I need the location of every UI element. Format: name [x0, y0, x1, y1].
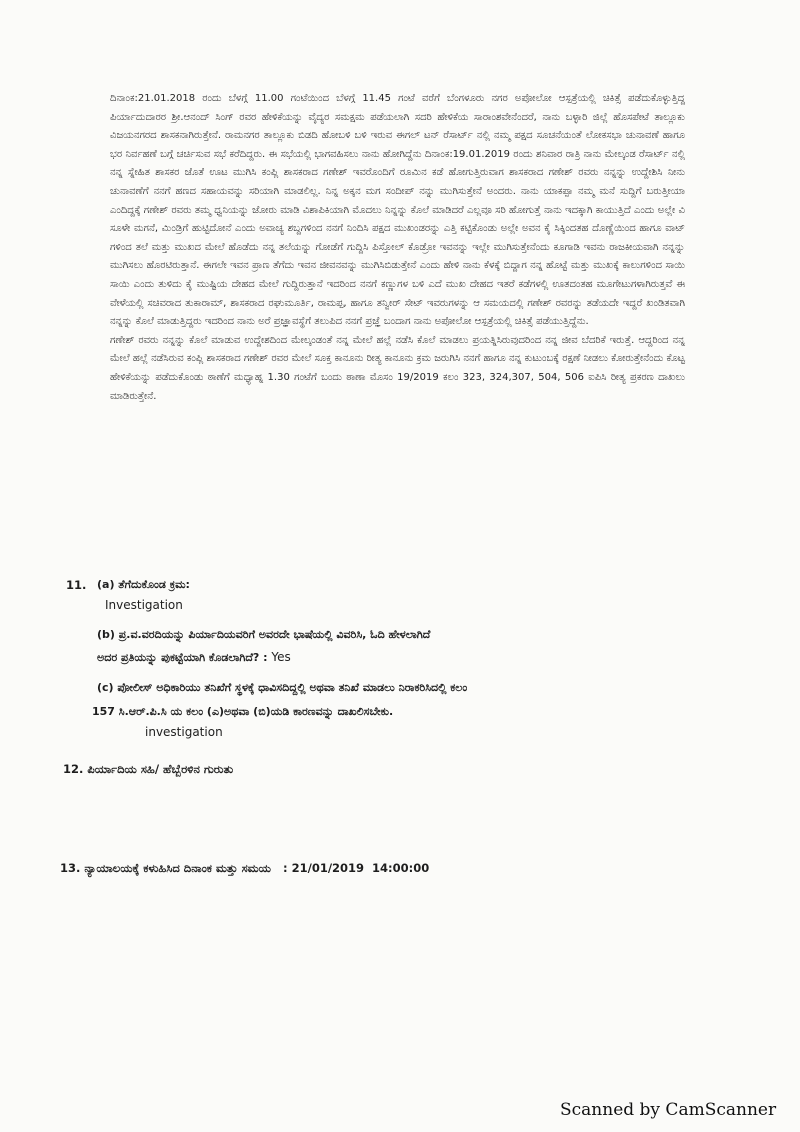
item-11b-label-cont — [97, 650, 291, 665]
item-11c-label-cont: 157 ಸಿ.ಆರ್.ಪಿ.ಸಿ ಯ ಕಲಂ (ಎ)ಅಥವಾ (ಬಿ)ಯಡಿ ಕಾರಣವನ್ನು ದಾಖಲಿಸಬೇಕು. — [92, 705, 394, 718]
item-12-signature-label: 12. ಪಿರ್ಯಾದಿಯ ಸಹಿ/ ಹೆಬ್ಬೆರಳಿನ ಗುರುತು — [63, 762, 234, 776]
item-11b-question: ಅದರ ಪ್ರತಿಯನ್ನು ಪುಕಟ್ಟೆಯಾಗಿ ಕೊಡಲಾಗಿದೆ? : — [97, 651, 268, 664]
item-11-number: 11. — [66, 578, 87, 592]
item-13-label: 13. ನ್ಯಾಯಾಲಯಕ್ಕೆ ಕಳುಹಿಸಿದ ದಿನಾಂಕ ಮತ್ತು ಸಮಯ — [60, 861, 271, 875]
item-11c-label: (c) ಪೋಲೀಸ್ ಅಧಿಕಾರಿಯು ತನಿಖೆಗೆ ಸ್ಥಳಕ್ಕೆ ಧಾವಿಸದಿದ್ದಲ್ಲಿ ಅಥವಾ ತನಿಖೆ ಮಾಡಲು ನಿರಾಕರಿಸಿದಲ್ಲಿ ಕಲಂ — [97, 681, 468, 694]
narrative-paragraph-2: ಗಣೇಶ್ ರವರು ನನ್ನನ್ನು ಕೊಲೆ ಮಾಡುವ ಉದ್ದೇಶದಿಂದ ಮೇಲ್ಕಂಡಂತೆ ನನ್ನ ಮೇಲೆ ಹಲ್ಲೆ ನಡೆಸಿ ಕೊಲೆ ಮಾಡಲು ಪ್ರಯತ್ನಿಸಿರುವುದರಿಂದ ನನ್ನ ಜೀವ ಬೆದರಿಕೆ ಇರುತ್ತೆ. ಆದ್ದರಿಂದ ನನ್ನ ಮೇಲೆ ಹಲ್ಲೆ ನಡೆಸಿರುವ ಕಂಪ್ಲಿ ಶಾಸಕರಾದ ಗಣೇಶ್ ರವರ ಮೇಲೆ ಸೂಕ್ತ ಕಾನೂನು ರೀತ್ಯ ಕಾನೂನು ಕ್ರಮ ಜರುಗಿಸಿ ನನಗೆ ಹಾಗೂ ನನ್ನ ಕುಟುಂಬಕ್ಕೆ ರಕ್ಷಣೆ ನೀಡಲು ಕೋರುತ್ತೇನೆಂದು ಕೊಟ್ಟ ಹೇಳಿಕೆಯನ್ನು ಪಡೆದುಕೊಂಡು ಠಾಣೆಗೆ ಮಧ್ಯಾಹ್ನ 1.30 ಗಂಟೆಗೆ ಬಂದು ಠಾಣಾ ಮೊಸಂ 19/2019 ಕಲಂ 323, 324,307, 504, 506 ಐಪಿಸಿ ರೀತ್ಯ ಪ್ರಕರಣ ದಾಖಲು ಮಾಡಿರುತ್ತೇನೆ. — [110, 334, 685, 402]
item-11a-answer: Investigation — [105, 598, 183, 612]
camscanner-watermark: Scanned by CamScanner — [560, 1100, 777, 1120]
complaint-narrative — [110, 90, 685, 406]
narrative-paragraph-1: ದಿನಾಂಕ:21.01.2018 ರಂದು ಬೆಳಗ್ಗೆ 11.00 ಗಂಟೆಯಿಂದ ಬೆಳಗ್ಗೆ 11.45 ಗಂಟೆ ವರೆಗೆ ಬೆಂಗಳೂರು ನಗರ ಅಪೋಲೋ ಆಸ್ಪತ್ರೆಯಲ್ಲಿ ಚಿಕಿತ್ಸೆ ಪಡೆದುಕೊಳ್ಳುತ್ತಿದ್ದ ಪಿರ್ಯಾದುದಾರರ ಶ್ರೀ.ಆನಂದ್ ಸಿಂಗ್ ರವರ ಹೇಳಿಕೆಯನ್ನು ವೈದ್ಯರ ಸಮಕ್ಷಮ ಪಡೆಯಲಾಗಿ ಸದರಿ ಹೇಳಿಕೆಯ ಸಾರಾಂಶವೇನೆಂದರೆ, ನಾನು ಬಳ್ಳಾರಿ ಜಿಲ್ಲೆ ಹೊಸಪೇಟೆ ತಾಲ್ಲೂಕು ವಿಜಯನಗರದ ಶಾಸಕನಾಗಿರುತ್ತೇನೆ. ರಾಮನಗರ ತಾಲ್ಲೂಕು ಬಿಡದಿ ಹೋಬಳಿ ಬಳಿ ಇರುವ ಈಗಲ್ ಟನ್ ರೆಸಾರ್ಟ್ ನಲ್ಲಿ ನಮ್ಮ ಪಕ್ಷದ ಸೂಚನೆಯಂತೆ ಲೋಕಸಭಾ ಚುನಾವಣೆ ಹಾಗೂ ಭರ ನಿರ್ವಹಣೆ ಬಗ್ಗೆ ಚರ್ಚಿಸುವ ಸಭೆ ಕರೆದಿದ್ದರು. ಈ ಸಭೆಯಲ್ಲಿ ಭಾಗವಹಿಸಲು ನಾನು ಹೋಗಿದ್ದೆನು ದಿನಾಂಕ:19.01.2019 ರಂದು ಶನಿವಾರ ರಾತ್ರಿ ನಾನು ಮೇಲ್ಕಂಡ ರೆಸಾರ್ಟ್ ನಲ್ಲಿ ನನ್ನ ಸ್ನೇಹಿತ ಶಾಸಕರ ಜೊತೆ ಊಟ ಮುಗಿಸಿ ಕಂಪ್ಲಿ ಶಾಸಕರಾದ ಗಣೇಶ್ ಇವರೊಂದಿಗೆ ರೂಮಿನ ಕಡೆ ಹೋಗುತ್ತಿರುವಾಗ ಶಾಸಕರಾದ ಗಣೇಶ್ ರವರು ನನ್ನನ್ನು ಉದ್ದೇಶಿಸಿ ನೀನು ಚುನಾವಣೆಗೆ ನನಗೆ ಹಣದ ಸಹಾಯವನ್ನು ಸರಿಯಾಗಿ ಮಾಡಲಿಲ್ಲ. ನಿನ್ನ ಅಕ್ಕನ ಮಗ ಸಂದೀಪ್ ನನ್ನು ಮುಗಿಸುತ್ತೇನೆ ಅಂದರು. ನಾನು ಯಾಕಪ್ಪಾ ನಮ್ಮ ಮನೆ ಸುದ್ದಿಗೆ ಬರುತ್ತೀಯಾ ಎಂದಿದ್ದಕ್ಕೆ ಗಣೇಶ್ ರವರು ತಮ್ಮ ಧ್ವನಿಯನ್ನು ಜೋರು ಮಾಡಿ ವಿಶಾಪಿಕಿಯಾಗಿ ಮೊದಲು ನಿನ್ನನ್ನು ಕೊಲೆ ಮಾಡಿದರೆ ಎಲ್ಲವೂ ಸರಿ ಹೋಗುತ್ತೆ ನಾನು ಇದಕ್ಕಾಗಿ ಕಾಯುತ್ತಿದೆ ಎಂದು ಅಲ್ಲೇ ವಿ ಸೂಳೇ ಮಗನೆ, ಮಿಂಡ್ರಿಗೆ ಹುಟ್ಟಿದೋನೆ ಎಂದು ಅವಾಚ್ಯ ಶಬ್ದಗಳಿಂದ ನನಗೆ ನಿಂದಿಸಿ ಪಕ್ಷದ ಮುಖಂಡರನ್ನು ಎತ್ತಿ ಕಟ್ಟಿಕೊಂಡು ಅಲ್ಲೇ ಅವನ ಕೈ ಸಿಕ್ಕಿಂದತಹ ದೊಣ್ಣೆಯಿಂದ ಹಾಗೂ ವಾಟ್ ಗಳಿಂದ ತಲೆ ಮತ್ತು ಮುಖದ ಮೇಲೆ ಹೊಡೆದು ನನ್ನ ತಲೆಯನ್ನು ಗೋಡೆಗೆ ಗುದ್ದಿಸಿ ಪಿಸ್ತೋಲ್ ಕೊಡ್ರೋ ಇವನನ್ನು ಇಲ್ಲೇ ಮುಗಿಸುತ್ತೇನೆಂದು ಕೂಗಾಡಿ ಇವನು ರಾಜಕೀಯವಾಗಿ ನನ್ನನ್ನು ಮುಗಿಸಲು ಹೊರಟಿರುತ್ತಾನೆ. ಈಗಲೇ ಇವನ ಪ್ರಾಣ ತೆಗೆದು ಇವನ ಜೀವನವನ್ನು ಮುಗಿಸಿಬಿಡುತ್ತೇನೆ ಎಂದು ಹೇಳಿ ನಾನು ಕೆಳಕ್ಕೆ ಬಿದ್ದಾಗ ನನ್ನ ಹೊಟ್ಟೆ ಮತ್ತು ಮುಖಕ್ಕೆ ಕಾಲುಗಳಿಂದ ಸಾಯಿ ಸಾಯಿ ಎಂದು ತುಳಿದು ಕೈ ಮುಷ್ಟಿಯ ದೇಹದ ಮೇಲೆ ಗುದ್ದಿರುತ್ತಾನೆ ಇದರಿಂದ ನನಗೆ ಕಣ್ಣುಗಳ ಬಳಿ ಎದೆ ಮುಖ ದೇಹದ ಇತರೆ ಕಡೆಗಳಲ್ಲಿ ಊತದಂತಹ ಮೂಗೇಟುಗಳಾಗಿರುತ್ತವೆ ಈ ವೇಳೆಯಲ್ಲಿ ಸಚಿವರಾದ ತುಕಾರಾಮ್, ಶಾಸಕರಾದ ರಘುಮೂರ್ತಿ, ರಾಮಪ್ಪ, ಹಾಗೂ ತನ್ವೀರ್ ಸೇಟ್ ಇವರುಗಳನ್ನು ಆ ಸಮಯದಲ್ಲಿ ಗಣೇಶ್ ರವರನ್ನು ತಡೆಯದೇ ಇದ್ದರೆ ಖಂಡಿತವಾಗಿ ನನ್ನನ್ನು ಕೊಲೆ ಮಾಡುತ್ತಿದ್ದರು ಇದರಿಂದ ನಾನು ಅರೆ ಪ್ರಜ್ಞಾವಸ್ಥೆಗೆ ತಲುಪಿದ ನನಗೆ ಪ್ರಜ್ಞೆ ಬಂದಾಗ ನಾನು ಅಪೋಲೋ ಆಸ್ಪತ್ರೆಯಲ್ಲಿ ಚಿಕಿತ್ಸೆ ಪಡೆಯುತ್ತಿದ್ದೆನು. — [110, 93, 685, 328]
item-11b-answer: Yes — [271, 650, 291, 664]
item-11a-label: (a) ತೆಗೆದುಕೊಂಡ ಕ್ರಮ: — [97, 578, 190, 591]
item-13-value: : 21/01/2019 14:00:00 — [283, 861, 430, 875]
item-11b-label: (b) ಪ್ರ.ವ.ವರದಿಯನ್ನು ಪಿರ್ಯಾದಿಯವರಿಗೆ ಅವರದೇ ಭಾಷೆಯಲ್ಲಿ ವಿವರಿಸಿ, ಓದಿ ಹೇಳಲಾಗಿದೆ — [97, 628, 431, 641]
item-13-court-dispatch — [60, 861, 429, 876]
item-11c-answer: investigation — [145, 725, 223, 739]
